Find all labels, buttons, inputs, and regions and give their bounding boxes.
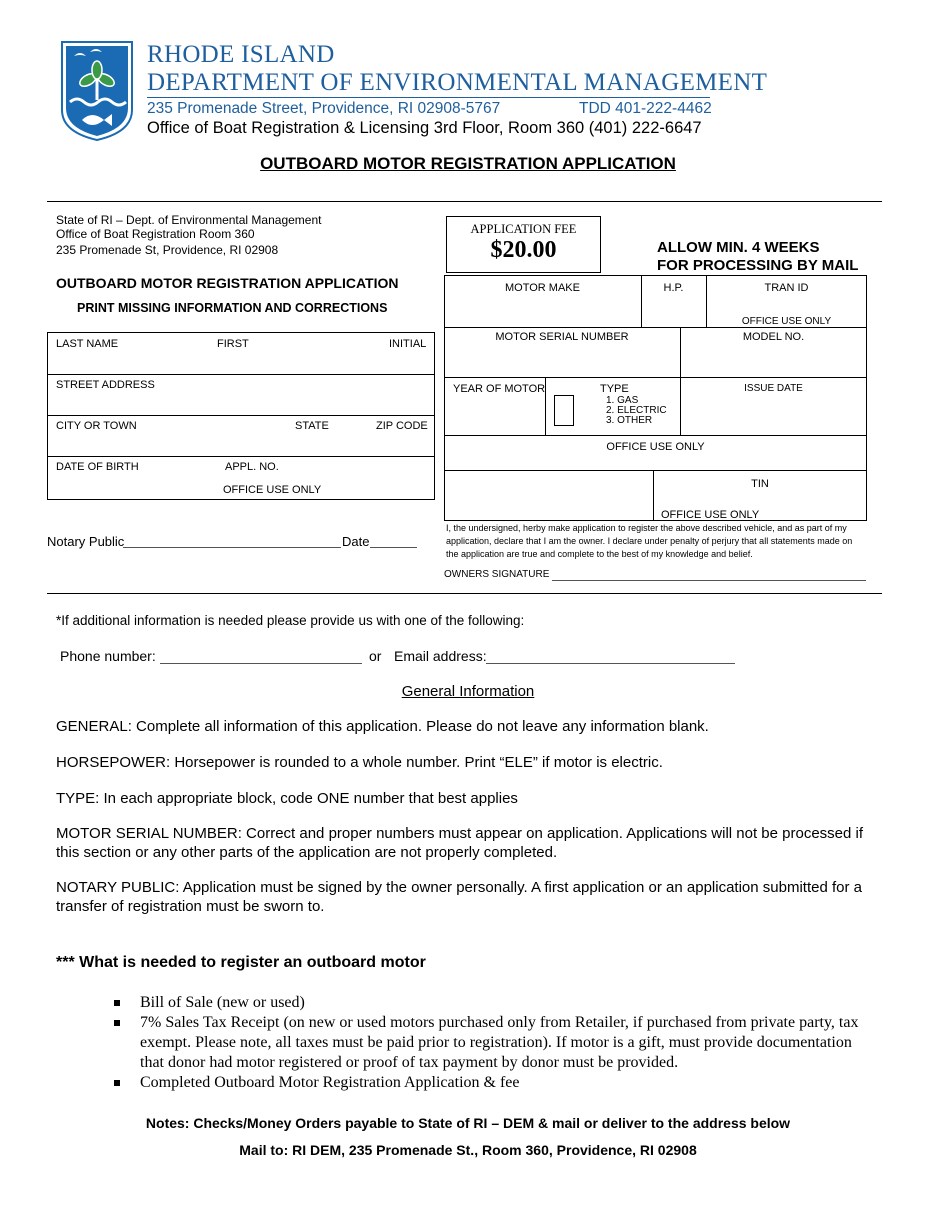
tran-id-field: TRAN ID [764,282,809,294]
mail-line-1: State of RI – Dept. of Environmental Management [56,213,322,227]
bullet-icon [114,1000,120,1006]
serial-paragraph: MOTOR SERIAL NUMBER: Correct and proper numbers must appear on application. Applications will not be processed if this section or any other parts of the application are not properly completed. [56,825,864,861]
row-divider [444,435,867,436]
notes-line-2: Mail to: RI DEM, 235 Promenade St., Room 360, Providence, RI 02908 [239,1142,697,1158]
contact-intro: *If additional information is needed please provide us with one of the following: [56,613,525,628]
type-option-gas: 1. GAS [606,395,639,406]
top-rule [47,201,882,202]
city-field[interactable]: CITY OR TOWN [56,420,137,432]
notes-line-1: Notes: Checks/Money Orders payable to State of RI – DEM & mail or deliver to the address below [145,1115,791,1131]
row-divider [47,415,435,416]
horsepower-paragraph: HORSEPOWER: Horsepower is rounded to a whole number. Print “ELE” if motor is electric. [56,754,663,771]
row-divider [47,456,435,457]
notary-label: Notary Public [47,534,125,549]
list-item [112,993,872,1013]
office-use-row: OFFICE USE ONLY [606,441,705,453]
agency-office: Office of Boat Registration & Licensing 3rd Floor, Room 360 (401) 222-6647 [147,119,702,137]
agency-address: 235 Promenade Street, Providence, RI 02908-5767 [147,100,501,117]
type-option-electric: 2. ELECTRIC [606,405,667,416]
issue-date-field: ISSUE DATE [744,383,803,394]
mail-line-3: 235 Promenade St, Providence, RI 02908 [56,243,279,257]
row-divider [444,470,867,471]
email-input-line[interactable] [486,663,735,664]
row-divider [444,377,867,378]
notary-paragraph: NOTARY PUBLIC: Application must be signed by the owner personally. A first application or an application submitted for a transfer of registration must be sworn to. [56,879,862,915]
type-label: TYPE [600,383,629,395]
list-item-text: 7% Sales Tax Receipt (on new or used motors purchased only from Retailer, if purchased from private party, tax exempt. Please note, all taxes must be paid prior to registration). If motor is a gift, must provide documentation that donor had motor registered or proof of tax payment by donor must be provided. [140,1014,859,1071]
office-use-label: OFFICE USE ONLY [223,484,322,496]
first-name-field[interactable]: FIRST [217,338,249,350]
list-item [112,1073,872,1093]
page-title: OUTBOARD MOTOR REGISTRATION APPLICATION [260,154,676,173]
agency-line2: DEPARTMENT OF ENVIRONMENTAL MANAGEMENT [147,69,768,96]
owners-signature-label: OWNERS SIGNATURE [444,569,550,580]
zip-field[interactable]: ZIP CODE [376,420,428,432]
fee-label: APPLICATION FEE [470,222,577,236]
processing-notice-1: ALLOW MIN. 4 WEEKS [657,239,820,256]
row-divider [444,327,867,328]
agency-line1: RHODE ISLAND [147,41,335,68]
motor-make-field[interactable]: MOTOR MAKE [505,282,580,294]
appl-no-field: APPL. NO. [225,461,279,473]
row-divider [47,374,435,375]
state-field[interactable]: STATE [295,420,329,432]
form-bottom-rule [47,593,882,594]
type-paragraph: TYPE: In each appropriate block, code ONE number that best applies [56,790,518,807]
last-name-field[interactable]: LAST NAME [56,338,119,350]
list-item-text: Bill of Sale (new or used) [140,994,305,1011]
initial-field[interactable]: INITIAL [389,338,427,350]
list-item [112,1013,872,1073]
agency-underline [147,97,710,98]
type-option-other: 3. OTHER [606,415,653,426]
notary-date-line[interactable] [370,547,417,548]
or-label: or [369,648,382,664]
serial-number-field[interactable]: MOTOR SERIAL NUMBER [495,331,629,343]
tin-office-use: OFFICE USE ONLY [661,509,760,521]
mail-line-2: Office of Boat Registration Room 360 [56,227,255,241]
general-info-heading: General Information [401,683,535,700]
ri-dem-seal-icon [60,40,134,142]
left-form-heading: OUTBOARD MOTOR REGISTRATION APPLICATION [56,275,399,291]
col-divider [680,327,681,435]
list-item-text: Completed Outboard Motor Registration Application & fee [140,1074,520,1091]
hp-field[interactable]: H.P. [663,282,684,294]
fee-amount: $20.00 [490,237,557,263]
tin-field: TIN [751,478,769,490]
needed-heading: *** What is needed to register an outboard motor [56,954,426,971]
declaration-text: I, the undersigned, herby make application to register the above described vehicle, and as part of my application, declare that I am the owner. I declare under penalty of perjury that all statements made on the application are true and complete to the best of my knowledge and belief. [446,523,853,559]
needed-list [112,993,872,1093]
tran-office-use: OFFICE USE ONLY [741,316,832,327]
general-paragraph: GENERAL: Complete all information of this application. Please do not leave any information blank. [56,718,709,735]
agency-tdd: TDD 401-222-4462 [579,100,712,117]
phone-label: Phone number: [60,648,156,664]
bullet-icon [114,1080,120,1086]
owners-signature-line[interactable] [552,580,866,581]
notary-date-label: Date [342,534,370,549]
bullet-icon [114,1020,120,1026]
dob-field[interactable]: DATE OF BIRTH [56,461,139,473]
col-divider [545,377,546,435]
left-form-subheading: PRINT MISSING INFORMATION AND CORRECTIONS [77,301,388,315]
type-code-box[interactable] [554,395,574,426]
email-label: Email address: [394,648,487,664]
processing-notice-2: FOR PROCESSING BY MAIL [657,257,859,274]
applicant-info-box [47,332,435,500]
street-address-field[interactable]: STREET ADDRESS [56,379,155,391]
phone-input-line[interactable] [160,663,362,664]
dem-logo [60,40,134,142]
model-no-field[interactable]: MODEL NO. [742,331,805,343]
notary-signature-line[interactable] [123,547,341,548]
year-of-motor-field[interactable]: YEAR OF MOTOR [453,383,546,395]
